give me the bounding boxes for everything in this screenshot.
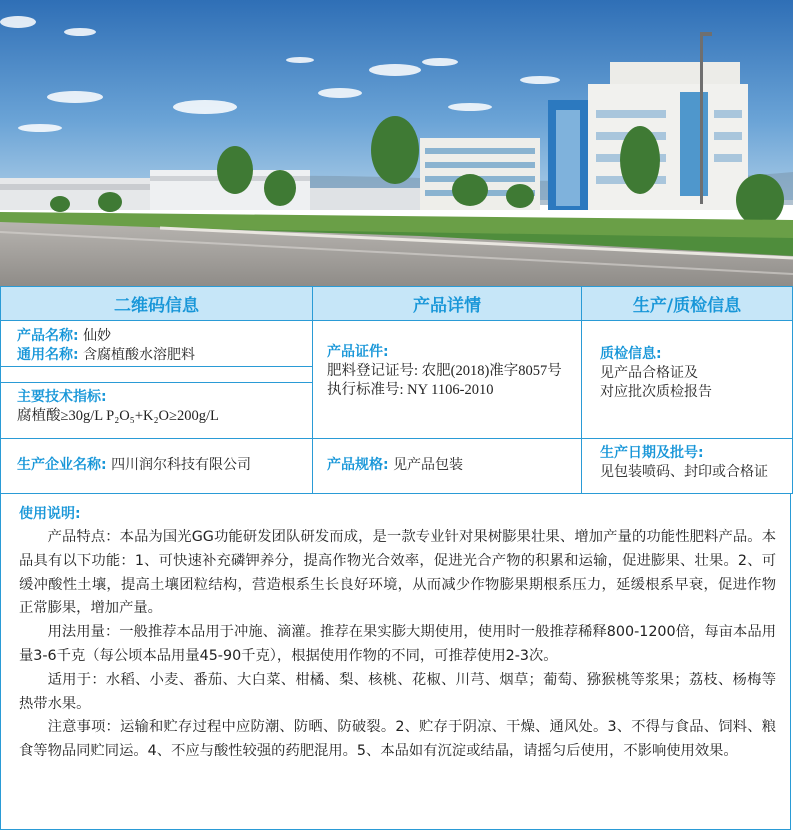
usage-instructions [0, 493, 791, 830]
factory-campus-photo [0, 0, 793, 286]
header-product-detail: 产品详情 [313, 287, 582, 321]
enterprise-value: 四川润尔科技有限公司 [111, 457, 252, 473]
certificate-line2: 执行标准号: NY 1106-2010 [327, 382, 494, 398]
tech-spec-cell [1, 382, 313, 439]
batch-cell [582, 439, 792, 493]
batch-label: 生产日期及批号: [600, 445, 704, 461]
product-name-label: 产品名称: [17, 328, 79, 344]
batch-value: 见包装喷码、封印或合格证 [600, 464, 768, 480]
enterprise-label: 生产企业名称: [17, 457, 107, 473]
product-name-cell [1, 321, 313, 367]
spec-value: 见产品包装 [393, 457, 464, 473]
usage-paragraph-cautions: 注意事项：运输和贮存过程中应防潮、防晒、防破裂。2、贮存于阴凉、干燥、通风处。3、不得与食品、饲料、粮食等物品同贮同运。4、不应与酸性较强的药肥混用。5、本品如有沉淀或结晶，请摇匀后使用，不影响使用效果。 [19, 719, 776, 760]
cell-spacer [1, 367, 313, 382]
product-info-table [0, 286, 793, 494]
certificate-label: 产品证件: [327, 344, 389, 360]
spec-cell [313, 439, 582, 493]
usage-paragraph-dosage: 用法用量：一般推荐本品用于冲施、滴灌。推荐在果实膨大期使用，使用时一般推荐稀释800-1200倍，每亩本品用量3-6千克（每公顷本品用量45-90千克），根据使用作物的不同，可推荐使用2-3次。 [19, 624, 776, 664]
qc-line1: 见产品合格证及 [600, 365, 698, 381]
qc-line2: 对应批次质检报告 [600, 384, 712, 400]
usage-paragraph-features: 产品特点：本品为国光GG功能研发团队研发而成，是一款专业针对果树膨果壮果、增加产量的功能性肥料产品。本品具有以下功能：1、可快速补充磷钾养分，提高作物光合效率，促进光合产物的积累和运输，促进膨果、壮果。2、可缓冲酸性土壤，提高土壤团粒结构，营造根系生长良好环境，从而减少作物膨果期根系压力，延缓根系早衰，促进作物正常膨果，增加产量。 [19, 529, 776, 617]
spec-label: 产品规格: [327, 457, 389, 473]
tech-spec-value: 腐植酸≥30g/L P₂O₅+K₂O≥200g/L [17, 408, 219, 424]
common-name-value: 含腐植酸水溶肥料 [83, 347, 196, 363]
common-name-label: 通用名称: [17, 347, 79, 363]
enterprise-cell [1, 439, 313, 493]
header-qc-info: 生产/质检信息 [582, 287, 792, 321]
qc-label: 质检信息: [600, 346, 662, 362]
qc-cell [582, 321, 792, 439]
certificate-line1: 肥料登记证号: 农肥(2018)准字8057号 [327, 363, 562, 379]
certificate-cell [313, 321, 582, 439]
product-name-value: 仙妙 [83, 328, 112, 344]
usage-paragraph-crops: 适用于：水稻、小麦、番茄、大白菜、柑橘、梨、核桃、花椒、川芎、烟草；葡萄、猕猴桃等浆果；荔枝、杨梅等热带水果。 [19, 671, 776, 712]
header-qr-info: 二维码信息 [1, 287, 313, 321]
usage-title: 使用说明: [19, 506, 81, 522]
tech-spec-label: 主要技术指标: [17, 389, 107, 405]
